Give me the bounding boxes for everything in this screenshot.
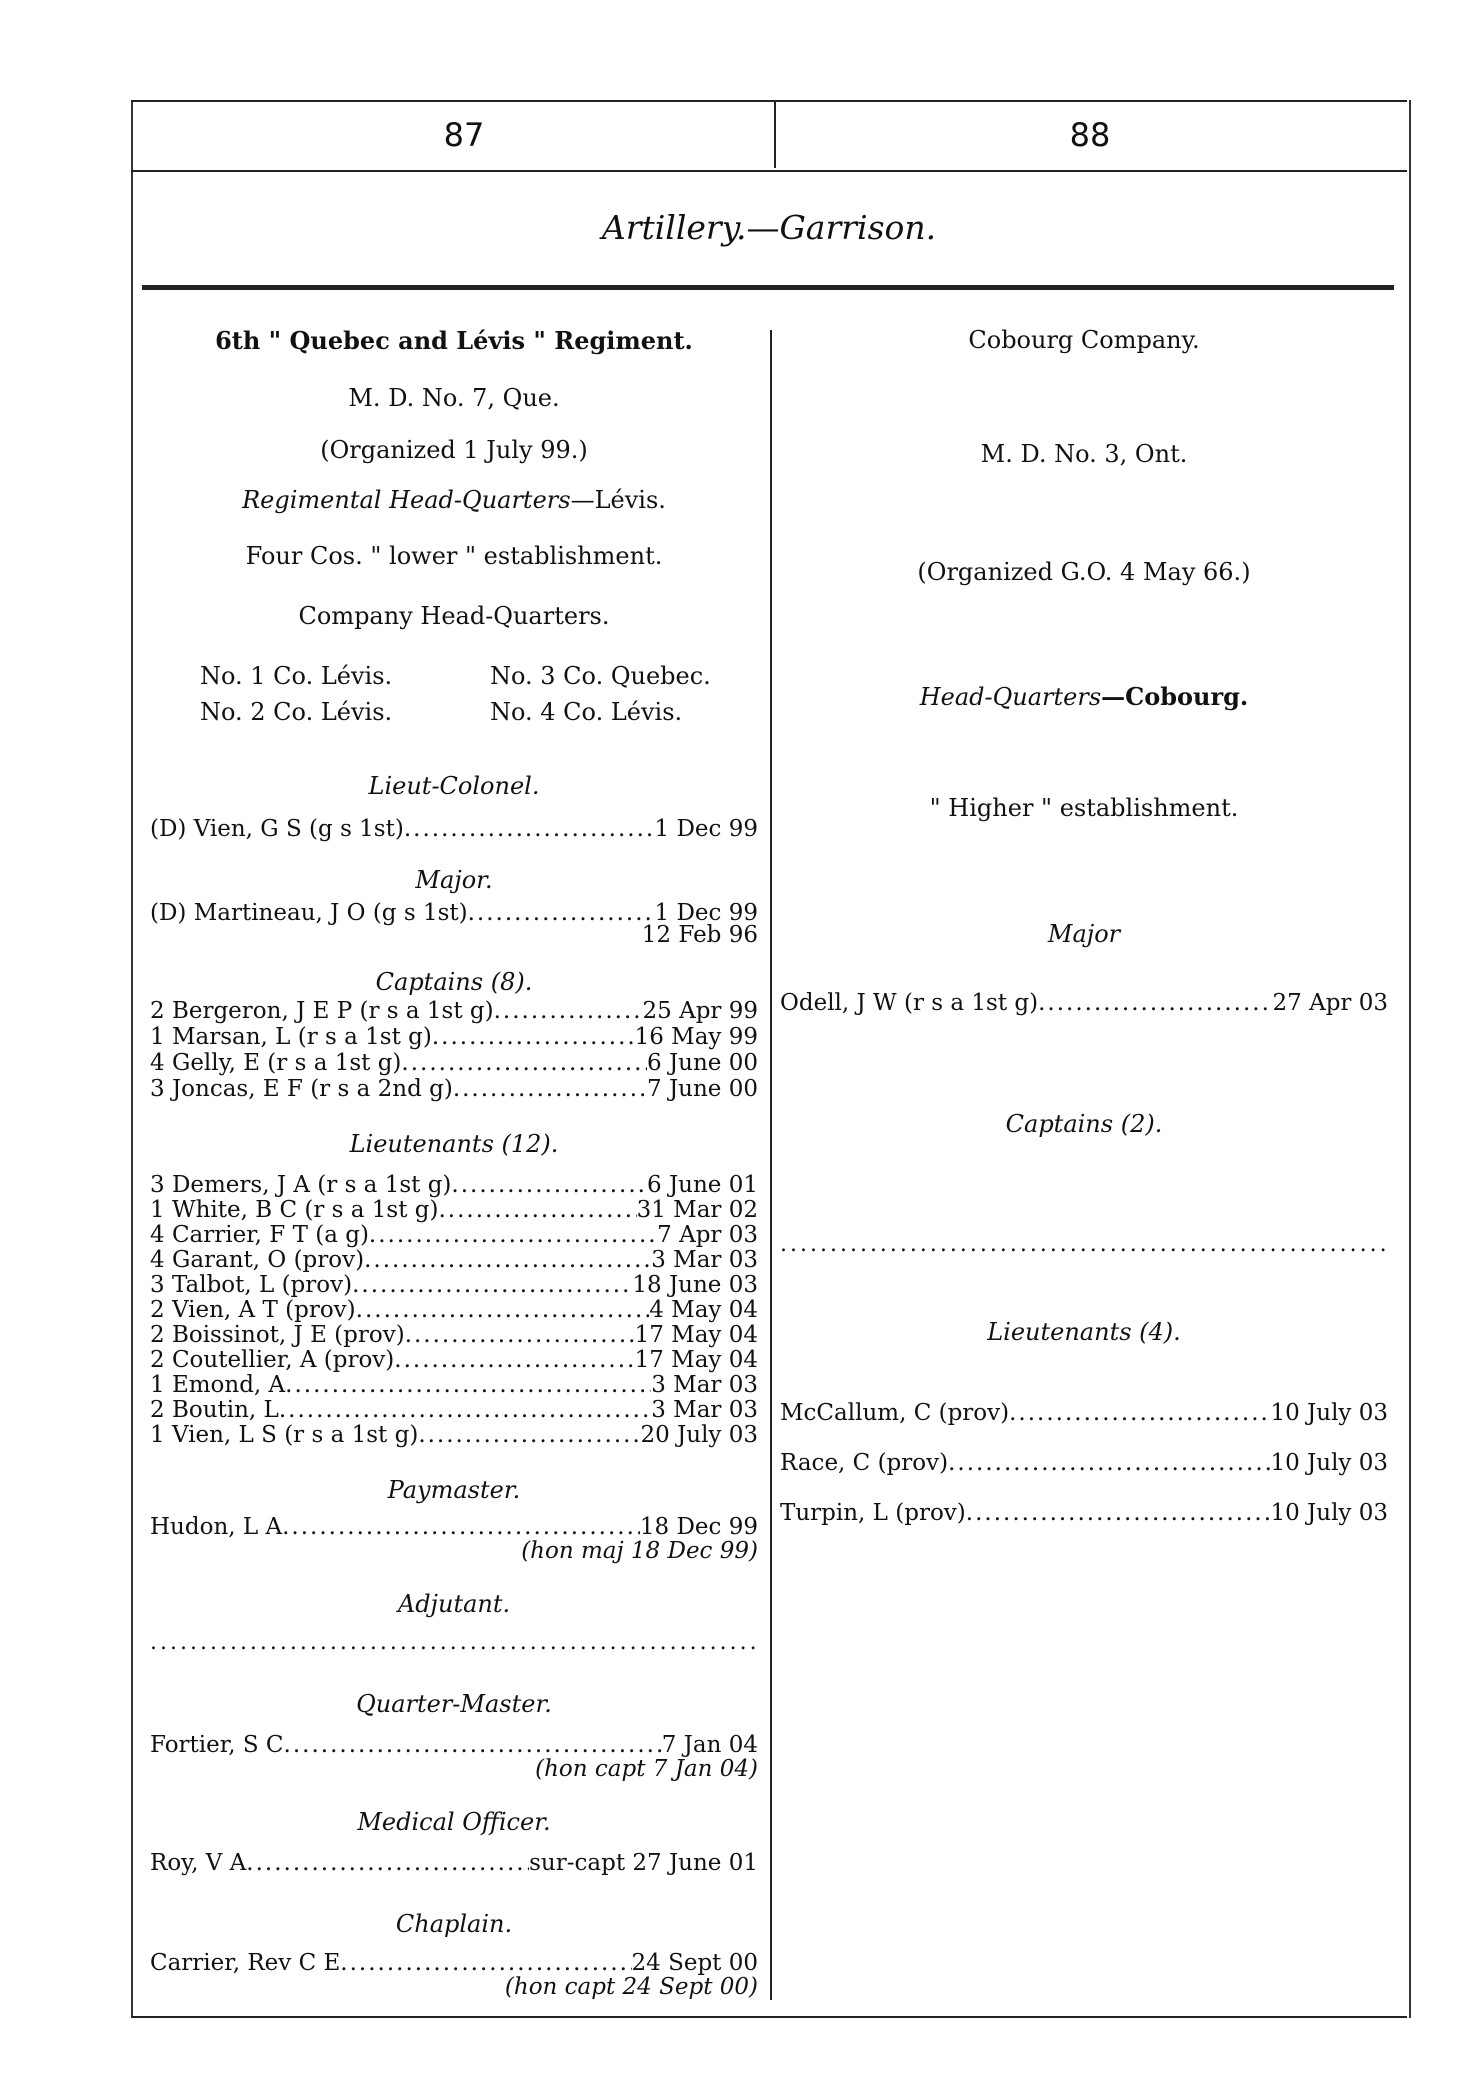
company-hq-heading: Company Head-Quarters. xyxy=(298,602,610,630)
company-1: No. 1 Co. Lévis. xyxy=(200,662,393,690)
lieutenant-entry xyxy=(780,1450,1388,1476)
entry-date: 3 Mar 03 xyxy=(651,1397,758,1423)
top-rule xyxy=(131,100,1407,102)
hq-place: —Cobourg. xyxy=(1101,682,1249,711)
lieutenant-entry xyxy=(150,1297,758,1323)
lieutenant-entry xyxy=(150,1347,758,1373)
major-entry xyxy=(780,990,1388,1016)
entry-name: 1 Emond, A xyxy=(150,1372,286,1398)
lieutenant-entry xyxy=(150,1272,758,1298)
entry-name: 3 Talbot, L (prov) xyxy=(150,1272,353,1298)
lieutenant-entry xyxy=(150,1197,758,1223)
major-label: Major xyxy=(1047,920,1121,948)
lieutenant-entry xyxy=(150,1222,758,1248)
entry-date: 7 June 00 xyxy=(647,1076,758,1102)
lieutenant-entry xyxy=(780,1400,1388,1426)
page-number-left: 87 xyxy=(443,116,485,154)
headquarters xyxy=(150,486,758,514)
medical-label: Medical Officer. xyxy=(357,1808,551,1836)
captain-entry xyxy=(150,1024,758,1050)
military-district: M. D. No. 7, Que. xyxy=(348,384,560,412)
section-heading: Artillery.—Garrison. xyxy=(601,208,937,247)
entry-name: Roy, V A xyxy=(150,1850,247,1876)
captain-entry xyxy=(150,1076,758,1102)
entry-date: 1 Dec 99 xyxy=(654,900,758,926)
entry-date: 18 Dec 99 xyxy=(639,1514,758,1540)
chaplain-label: Chaplain. xyxy=(395,1910,513,1938)
lt-colonel-label: Lieut-Colonel. xyxy=(368,772,540,800)
entry-date: 10 July 03 xyxy=(1270,1450,1388,1476)
entry-date: 3 Mar 03 xyxy=(651,1247,758,1273)
company-title: Cobourg Company. xyxy=(968,326,1200,354)
establishment: " Higher " establishment. xyxy=(929,794,1239,822)
qm-entry xyxy=(150,1732,758,1758)
company-3: No. 3 Co. Quebec. xyxy=(490,662,711,690)
entry-name: 2 Vien, A T (prov) xyxy=(150,1297,356,1323)
lieutenant-entry xyxy=(150,1247,758,1273)
entry-date: 31 Mar 02 xyxy=(636,1197,758,1223)
entry-date: 17 May 04 xyxy=(634,1322,758,1348)
lieutenant-entry xyxy=(150,1322,758,1348)
entry-date: 20 July 03 xyxy=(640,1422,758,1448)
entry-name: 4 Gelly, E (r s a 1st g) xyxy=(150,1050,402,1076)
entry-name: Odell, J W (r s a 1st g) xyxy=(780,990,1039,1016)
entry-name: Fortier, S C xyxy=(150,1732,284,1758)
entry-name: 1 White, B C (r s a 1st g) xyxy=(150,1197,439,1223)
entry-name: 4 Garant, O (prov) xyxy=(150,1247,365,1273)
entry-name: Turpin, L (prov) xyxy=(780,1500,966,1526)
captains-vacant xyxy=(780,1232,1388,1257)
lt-colonel-entry xyxy=(150,816,758,842)
entry-name: 1 Vien, L S (r s a 1st g) xyxy=(150,1422,419,1448)
entry-name: McCallum, C (prov) xyxy=(780,1400,1010,1426)
chaplain-entry xyxy=(150,1950,758,1976)
entry-name: 1 Marsan, L (r s a 1st g) xyxy=(150,1024,432,1050)
lieutenant-entry xyxy=(780,1500,1388,1526)
hq-label: Regimental Head-Quarters xyxy=(242,486,571,514)
entry-name: 2 Coutellier, A (prov) xyxy=(150,1347,395,1373)
organized-date: (Organized 1 July 99.) xyxy=(320,436,588,464)
entry-date: 6 June 01 xyxy=(647,1172,758,1198)
medical-entry xyxy=(150,1850,758,1876)
lieutenant-entry xyxy=(150,1397,758,1423)
lieutenant-entry xyxy=(150,1372,758,1398)
major-label: Major. xyxy=(415,866,493,894)
organized-date: (Organized G.O. 4 May 66.) xyxy=(917,558,1251,586)
paymaster-entry xyxy=(150,1514,758,1540)
entry-name: Hudon, L A xyxy=(150,1514,283,1540)
entry-date: 10 July 03 xyxy=(1270,1400,1388,1426)
paymaster-label: Paymaster. xyxy=(387,1476,521,1504)
entry-date: 16 May 99 xyxy=(634,1024,758,1050)
entry-name: 4 Carrier, F T (a g) xyxy=(150,1222,369,1248)
entry-name: 3 Joncas, E F (r s a 2nd g) xyxy=(150,1076,453,1102)
company-2: No. 2 Co. Lévis. xyxy=(200,698,393,726)
heading-rule xyxy=(142,285,1394,290)
bottom-rule xyxy=(131,2016,1407,2018)
hq-label: Head-Quarters xyxy=(919,683,1102,711)
captain-entry xyxy=(150,1050,758,1076)
qm-label: Quarter-Master. xyxy=(356,1690,552,1718)
entry-date: 6 June 00 xyxy=(647,1050,758,1076)
entry-name: Race, C (prov) xyxy=(780,1450,949,1476)
entry-date: 18 June 03 xyxy=(632,1272,758,1298)
military-district: M. D. No. 3, Ont. xyxy=(980,440,1188,468)
hq-place: —Lévis. xyxy=(570,486,666,514)
lieutenants-label: Lieutenants (4). xyxy=(987,1318,1181,1346)
pagenum-rule xyxy=(131,170,1407,172)
captains-label: Captains (2). xyxy=(1005,1110,1163,1138)
lieutenants-label: Lieutenants (12). xyxy=(349,1130,559,1158)
adjutant-vacant xyxy=(150,1630,758,1655)
entry-date: 7 Apr 03 xyxy=(657,1222,758,1248)
company-4: No. 4 Co. Lévis. xyxy=(490,698,683,726)
entry-date: 4 May 04 xyxy=(649,1297,758,1323)
headquarters xyxy=(780,682,1388,711)
pagenum-divider xyxy=(774,102,776,168)
lieutenant-entry xyxy=(150,1172,758,1198)
entry-name: 2 Boutin, L xyxy=(150,1397,279,1423)
regiment-title: 6th " Quebec and Lévis " Regiment. xyxy=(215,326,693,355)
entry-date: 7 Jan 04 xyxy=(661,1732,758,1758)
establishment: Four Cos. " lower " establishment. xyxy=(245,542,663,570)
entry-date: 10 July 03 xyxy=(1270,1500,1388,1526)
entry-name: Carrier, Rev C E xyxy=(150,1950,341,1976)
column-divider xyxy=(770,330,772,2000)
entry-name: (D) Vien, G S (g s 1st) xyxy=(150,816,404,842)
entry-date: 25 Apr 99 xyxy=(642,998,758,1024)
entry-date: 24 Sept 00 xyxy=(631,1950,758,1976)
chaplain-note: (hon capt 24 Sept 00) xyxy=(504,1974,758,2000)
captain-entry xyxy=(150,998,758,1024)
entry-name: 2 Bergeron, J E P (r s a 1st g) xyxy=(150,998,494,1024)
qm-note: (hon capt 7 Jan 04) xyxy=(535,1756,758,1782)
paymaster-note: (hon maj 18 Dec 99) xyxy=(521,1538,758,1564)
adjutant-label: Adjutant. xyxy=(397,1590,511,1618)
entry-name: 3 Demers, J A (r s a 1st g) xyxy=(150,1172,452,1198)
captains-label: Captains (8). xyxy=(375,968,533,996)
entry-name: 2 Boissinot, J E (prov) xyxy=(150,1322,405,1348)
page-number-right: 88 xyxy=(1069,116,1111,154)
major-date-2: 12 Feb 96 xyxy=(641,922,758,948)
entry-date: 17 May 04 xyxy=(634,1347,758,1373)
lieutenant-entry xyxy=(150,1422,758,1448)
entry-date: 3 Mar 03 xyxy=(651,1372,758,1398)
entry-date: 1 Dec 99 xyxy=(654,816,758,842)
entry-date: sur-capt 27 June 01 xyxy=(529,1850,758,1876)
entry-name: (D) Martineau, J O (g s 1st) xyxy=(150,900,468,926)
entry-date: 27 Apr 03 xyxy=(1272,990,1388,1016)
